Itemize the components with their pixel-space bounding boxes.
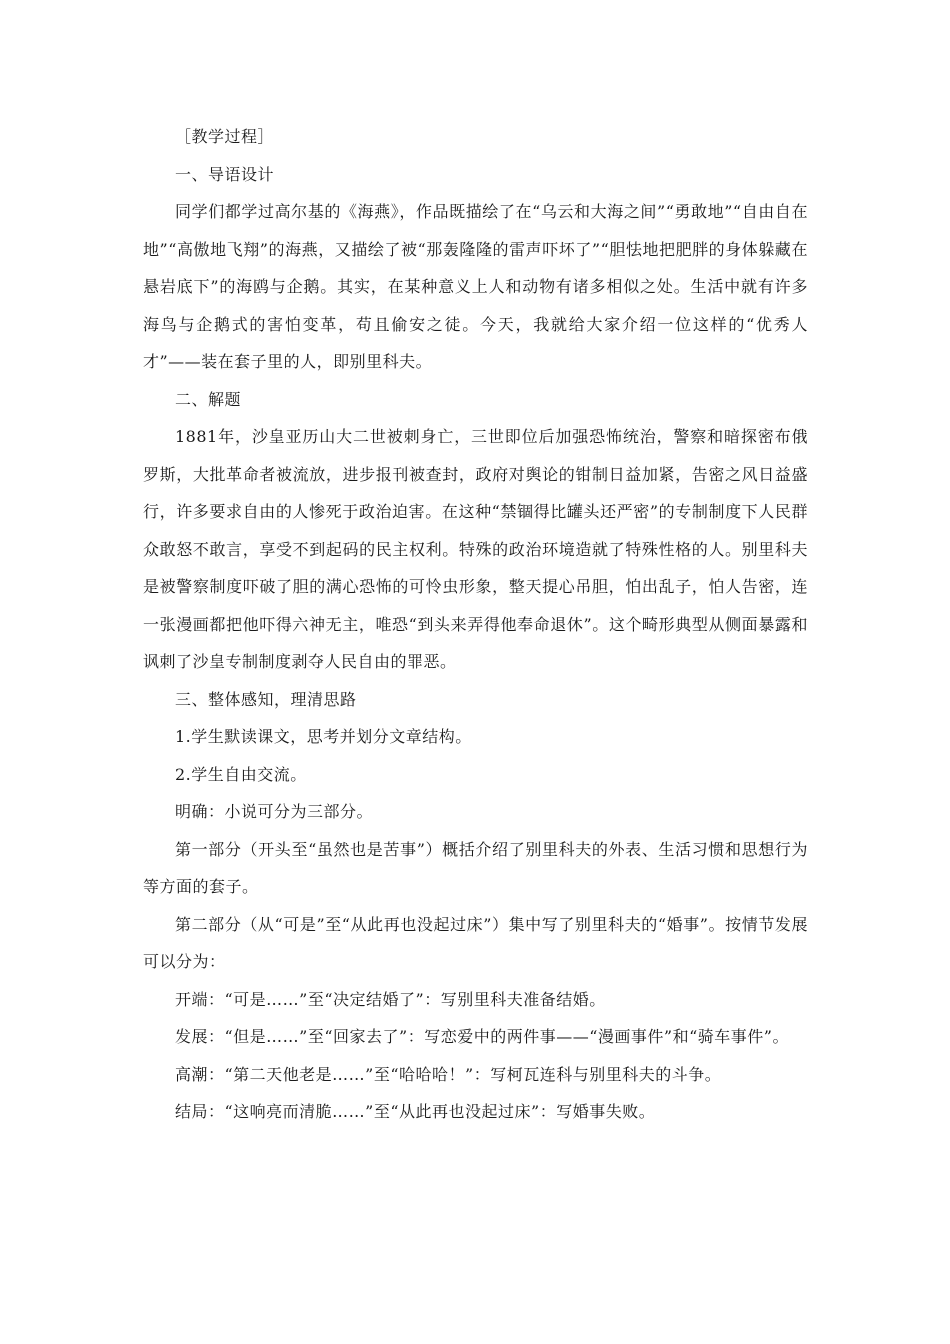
list-item-step-1: 1.学生默读课文，思考并划分文章结构。 [175,727,472,746]
paragraph-ending: 结局：“这响亮而清脆……”至“从此再也没起过床”：写婚事失败。 [175,1102,656,1121]
paragraph-part-one: 第一部分（开头至“虽然也是苦事”）概括介绍了别里科夫的外表、生活习惯和思想行为等方面的套子。 [143,839,808,896]
list-item-step-2: 2.学生自由交流。 [175,764,307,784]
paragraph-intro-text: 同学们都学过高尔基的《海燕》，作品既描绘了在“乌云和大海之间”“勇敢地”“自由自在地”“高傲地飞翔”的海燕，又描绘了被“那轰隆隆的雷声吓坏了”“胆怯地把肥胖的身体躲藏在悬岩底下”的海鸥与企鹅。其实，在某种意义上人和动物有诸多相似之处。生活中就有许多海鸟与企鹅式的害怕变革，苟且偷安之徒。今天，我就给大家介绍一位这样的“优秀人才”——装在套子里的人，即别里科夫。 [143,202,808,371]
heading-title-analysis: 二、解题 [175,389,242,409]
paragraph-background: 1881年，沙皇亚历山大二世被刺身亡，三世即位后加强恐怖统治，警察和暗探密布俄罗斯，大批革命者被流放，进步报刊被查封，政府对舆论的钳制日益加紧，告密之风日益盛行，许多要求自由的人惨死于政治迫害。在这种“禁锢得比罐头还严密”的专制制度下人民群众敢怒不敢言，享受不到起码的民主权利。特殊的政治环境造就了特殊性格的人。别里科夫是被警察制度吓破了胆的满心恐怖的可怜虫形象，整天提心吊胆，怕出乱子，怕人告密，连一张漫画都把他吓得六神无主，唯恐“到头来弄得他奉命退休”。这个畸形典型从侧面暴露和讽刺了沙皇专制制度剥夺人民自由的罪恶。 [143,427,808,671]
heading-overview: 三、整体感知，理清思路 [175,689,357,709]
paragraph-development: 发展：“但是……”至“回家去了”：写恋爱中的两件事——“漫画事件”和“骑车事件”。 [175,1027,789,1046]
paragraph-part-two: 第二部分（从“可是”至“从此再也没起过床”）集中写了别里科夫的“婚事”。按情节发展可以分为： [143,914,808,971]
paragraph-beginning: 开端：“可是……”至“决定结婚了”：写别里科夫准备结婚。 [175,989,606,1009]
document-body [143,118,808,1131]
paragraph-clarification: 明确：小说可分为三部分。 [175,802,374,821]
paragraph-climax: 高潮：“第二天他老是……”至“哈哈哈！”：写柯瓦连科与别里科夫的斗争。 [175,1064,722,1084]
section-title: ［教学过程］ [175,127,275,146]
heading-intro: 一、导语设计 [175,164,275,184]
